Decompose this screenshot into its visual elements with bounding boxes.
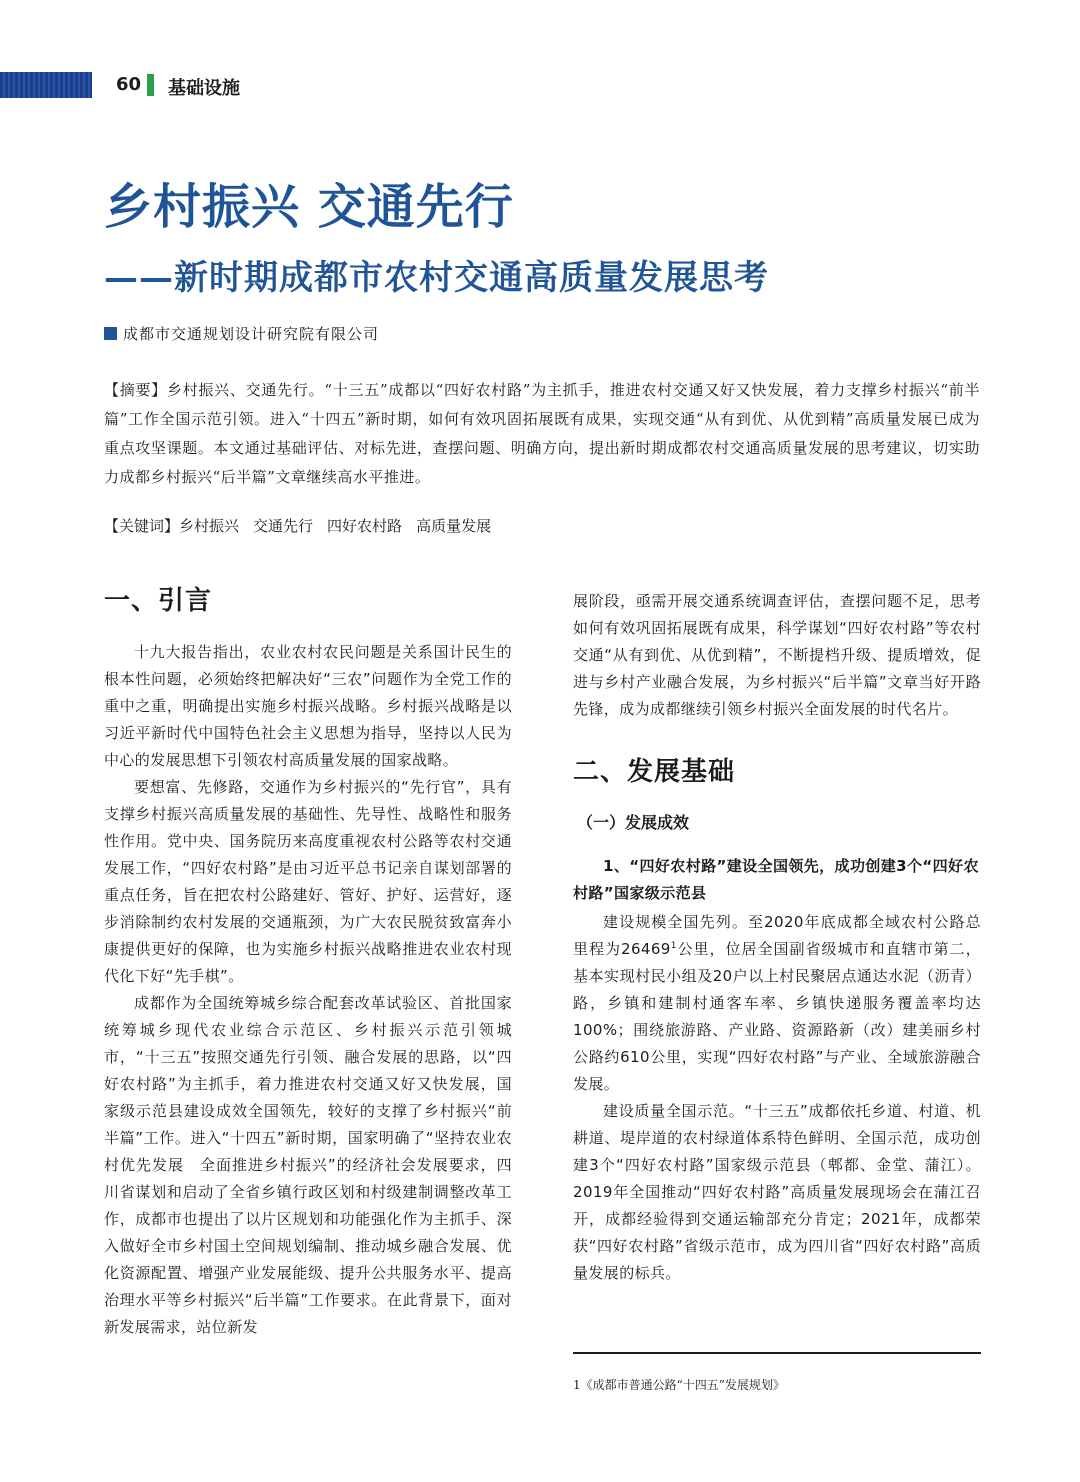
keyword: 四好农村路 [327,517,403,535]
paragraph-continued: 展阶段，亟需开展交通系统调查评估，查摆问题不足，思考如何有效巩固拓展既有成果，科学谋划“四好农村路”等农村交通“从有到优、从优到精”，不断提档升级、提质增效，促进与乡村产业融合发展，为乡村振兴“后半篇”文章当好开路先锋，成为成都继续引领乡村振兴全面发展的时代名片。 [573,592,981,718]
keywords [104,512,980,541]
author-name: 成都市交通规划设计研究院有限公司 [123,325,380,343]
footnote: 1《成都市普通公路“十四五”发展规划》 [573,1378,785,1392]
article-subtitle: ——新时期成都市农村交通高质量发展思考 [104,258,769,298]
left-column [104,580,512,1341]
paragraph: 成都作为全国统筹城乡综合配套改革试验区、首批国家统筹城乡现代农业综合示范区、乡村振兴示范引领城市，“十三五”按照交通先行引领、融合发展的思路，以“四好农村路”为主抓手，着力推进农村交通又好又快发展，国家级示范县建设成效全国领先，较好的支撑了乡村振兴“前半篇”工作。进入“十四五”新时期，国家明确了“坚持农业农村优先发展 全面推进乡村振兴”的经济社会发展要求，四川省谋划和启动了全省乡镇行政区划和村级建制调整改革工作，成都市也提出了以片区规划和功能强化作为主抓手、深入做好全市乡村国土空间规划编制、推动城乡融合发展、优化资源配置、增强产业发展能级、提升公共服务水平、提高治理水平等乡村振兴“后半篇”工作要求。在此背景下，面对新发展需求，站位新发 [104,994,512,1336]
paragraph: 建设质量全国示范。“十三五”成都依托乡道、村道、机耕道、堤岸道的农村绿道体系特色鲜明、全国示范，成功创建3个“四好农村路”国家级示范县（郫都、金堂、蒲江）。2019年全国推动“四好农村路”高质量发展现场会在蒲江召开，成都经验得到交通运输部充分肯定；2021年，成都荣获“四好农村路”省级示范市，成为四川省“四好农村路”高质量发展的标兵。 [573,1102,981,1282]
header-bar [0,72,92,98]
subsection-heading: （一）发展成效 [577,813,690,832]
section-heading-basis: 二、发展基础 [573,757,736,787]
paragraph: 十九大报告指出，农业农村农民问题是关系国计民生的根本性问题，必须始终把解决好“三农”问题作为全党工作的重中之重，明确提出实施乡村振兴战略。乡村振兴战略是以习近平新时代中国特色社会主义思想为指导，坚持以人民为中心的发展思想下引领农村高质量发展的国家战略。 [104,643,512,769]
paragraph [573,909,981,1098]
item-heading: 1、“四好农村路”建设全国领先，成功创建3个“四好农村路”国家级示范县 [573,857,979,902]
author-line [104,323,379,344]
paragraph-text: 建设规模全国先列。至2020年底成都全域农村公路总里程为26469 [573,913,981,958]
abstract: 【摘要】乡村振兴、交通先行。“十三五”成都以“四好农村路”为主抓手，推进农村交通又好又快发展，着力支撑乡村振兴“前半篇”工作全国示范引领。进入“十四五”新时期，如何有效巩固拓展既有成果，实现交通“从有到优、从优到精”高质量发展已成为重点攻坚课题。本文通过基础评估、对标先进，查摆问题、明确方向，提出新时期成都农村交通高质量发展的思考建议，切实助力成都乡村振兴“后半篇”文章继续高水平推进。 [104,381,980,486]
paragraph: 要想富、先修路，交通作为乡村振兴的“先行官”，具有支撑乡村振兴高质量发展的基础性、先导性、战略性和服务性作用。党中央、国务院历来高度重视农村公路等农村交通发展工作，“四好农村路”是由习近平总书记亲自谋划部署的重点任务，旨在把农村公路建好、管好、护好、运营好，逐步消除制约农村发展的交通瓶颈，为广大农民脱贫致富奔小康提供更好的保障，也为实施乡村振兴战略推进农业农村现代化下好“先手棋”。 [104,778,512,985]
paragraph-text: 公里，位居全国副省级城市和直辖市第二，基本实现村民小组及20户以上村民聚居点通达水泥（沥青）路，乡镇和建制村通客车率、乡镇快递服务覆盖率均达100%；围绕旅游路、产业路、资源路新（改）建美丽乡村公路约610公里，实现“四好农村路”与产业、全域旅游融合发展。 [573,940,982,1093]
section-marker [147,74,154,96]
article-title: 乡村振兴 交通先行 [104,179,514,235]
keyword: 交通先行 [253,517,314,535]
footnote-ref: 1 [670,941,677,951]
keywords-label: 【关键词】 [104,517,180,535]
section-name: 基础设施 [168,78,240,99]
author-square-icon [104,327,117,340]
keyword: 乡村振兴 [179,517,240,535]
page-number: 60 [116,74,142,95]
section-heading-intro: 一、引言 [104,586,213,616]
right-column [573,588,981,1287]
keyword: 高质量发展 [416,517,492,535]
footnote-divider [573,1352,981,1354]
